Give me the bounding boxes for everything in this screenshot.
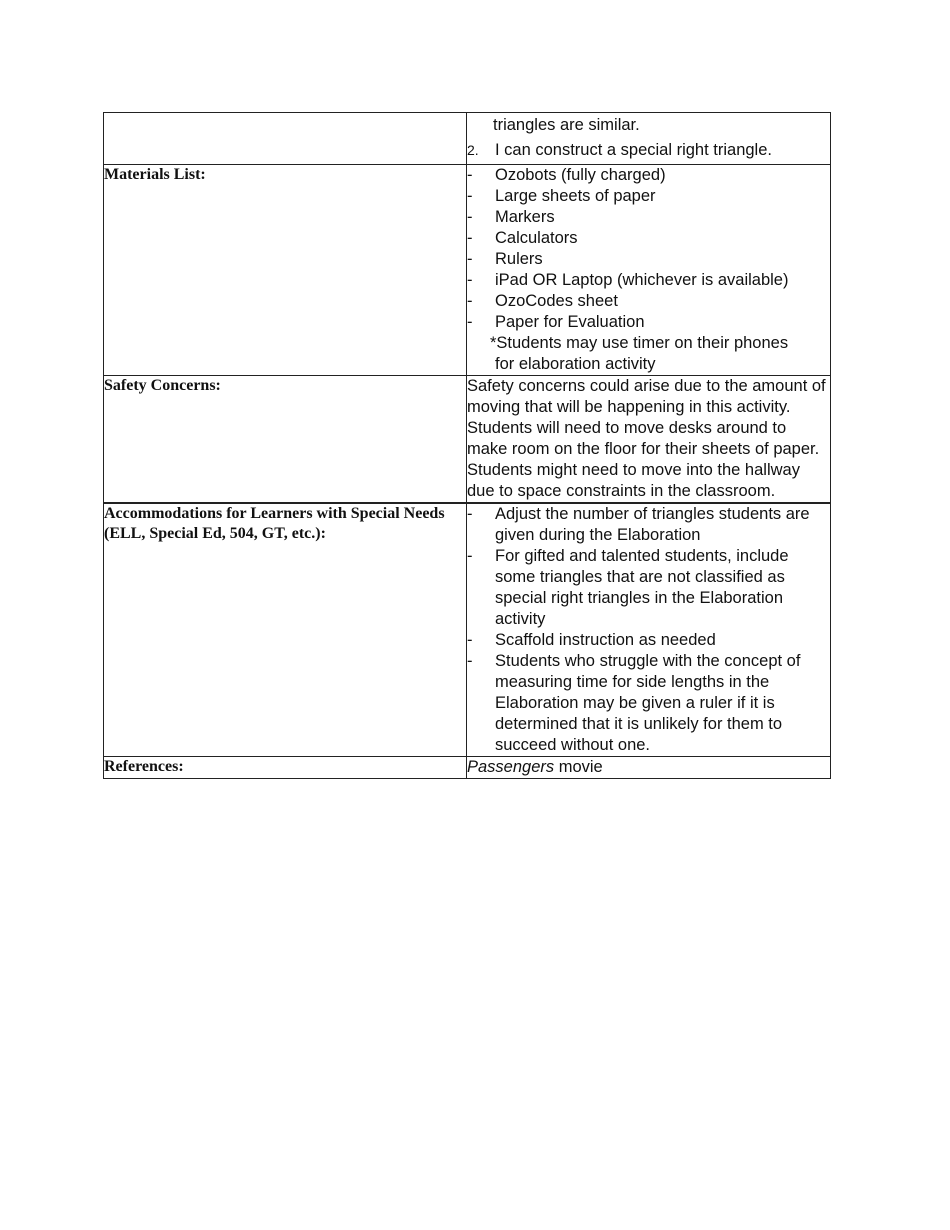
references-content-cell: [467, 757, 831, 779]
objective-item-text: I can construct a special right triangle.: [495, 141, 772, 159]
objectives-content-cell: [467, 113, 831, 165]
list-item: - Students who struggle with the concept of measuring time for side lengths in the Elaboration may be given a ruler if it is determined that it is unlikely for them to succeed without one.: [467, 652, 801, 754]
objective-continuation: triangles are similar.: [493, 116, 640, 134]
accommodations-content-cell: [467, 503, 831, 757]
list-item: - OzoCodes sheet: [467, 292, 618, 310]
objective-item-number: 2.: [467, 142, 479, 158]
lesson-plan-table: [103, 112, 831, 779]
materials-list: [467, 165, 830, 333]
list-item: - Adjust the number of triangles students are given during the Elaboration: [467, 505, 810, 544]
list-item: - Rulers: [467, 250, 543, 268]
list-item: - Large sheets of paper: [467, 187, 656, 205]
list-item: - iPad OR Laptop (whichever is available): [467, 271, 789, 289]
objectives-label-cell: [104, 113, 467, 165]
safety-row: [104, 376, 831, 504]
list-item: - Calculators: [467, 229, 578, 247]
materials-row: [104, 165, 831, 376]
safety-text: Safety concerns could arise due to the amount of moving that will be happening in this activity. Students will need to move desks around to make room on the floor for their sheets of paper. Students might need to move into the hallway due to space constraints in the classroom.: [467, 377, 826, 500]
reference-suffix: movie: [554, 758, 603, 776]
safety-label: Safety Concerns:: [104, 376, 467, 504]
list-item: - Paper for Evaluation: [467, 313, 645, 331]
objectives-row: [104, 113, 831, 165]
safety-content-cell: [467, 376, 831, 504]
materials-label: Materials List:: [104, 165, 467, 376]
materials-content-cell: [467, 165, 831, 376]
accommodations-label: Accommodations for Learners with Special Needs (ELL, Special Ed, 504, GT, etc.):: [104, 503, 467, 757]
materials-note-line-2: for elaboration activity: [495, 355, 656, 373]
accommodations-row: [104, 503, 831, 757]
list-item: - Markers: [467, 208, 555, 226]
list-item: - Scaffold instruction as needed: [467, 631, 716, 649]
references-label: References:: [104, 757, 467, 779]
accommodations-list: [467, 504, 830, 756]
list-item: - For gifted and talented students, include some triangles that are not classified as special right triangles in the Elaboration activity: [467, 547, 789, 628]
objective-item-2: [467, 137, 830, 164]
materials-note: [467, 333, 830, 375]
reference-title: Passengers: [467, 758, 555, 776]
references-row: [104, 757, 831, 779]
materials-note-line-1: *Students may use timer on their phones: [490, 334, 789, 352]
list-item: - Ozobots (fully charged): [467, 166, 666, 184]
